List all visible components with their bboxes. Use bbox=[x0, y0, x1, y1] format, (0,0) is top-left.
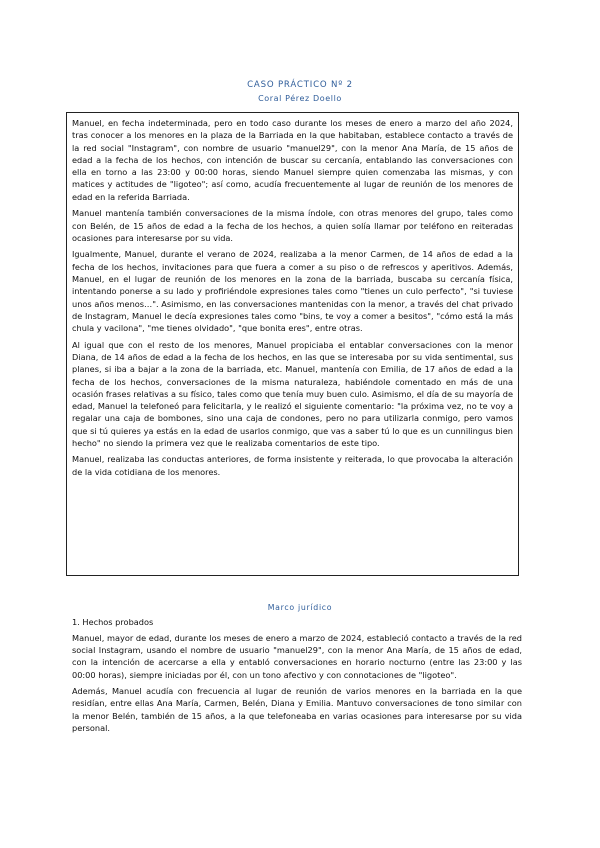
case-paragraph-3: Igualmente, Manuel, durante el verano de 2024, realizaba a la menor Carmen, de 14 años de edad a la fecha de los hechos, invitaciones para que fuera a comer a su piso o de refrescos y aperitivos. Además, Manuel, en el lugar de reunión de los menores en la zona de la barriada, buscaba su cercanía física, intentando ponerse a su lado y profiriéndole expresiones tales como "tienes un culo perfecto", "si tuviese unos años menos…". Asimismo, en las conversaciones mantenidas con la menor, a través del chat privado de Instagram, Manuel le decía expresiones tales como "bins, te voy a comer a besitos", "cómo está la más chula y vacilona", "me tienes olvidado", "que bonita eres", entre otras. bbox=[72, 249, 513, 334]
legal-body bbox=[72, 616, 522, 739]
document-title: CASO PRÁCTICO Nº 2 bbox=[247, 80, 353, 90]
section-heading-marco-juridico: Marco jurídico bbox=[267, 603, 333, 612]
legal-paragraph-1: Manuel, mayor de edad, durante los meses de enero a marzo de 2024, estableció contacto a través de la red social Instagram, usando el nombre de usuario "manuel29", con la menor Ana María, de 15 años de edad, con la intención de acercarse a ella y entabló conversaciones en horario nocturno (entre las 23:00 y las 00:00 horas), siempre iniciadas por él, con un tono afectivo y con connotaciones de "ligoteo". bbox=[72, 632, 522, 680]
document-author: Coral Pérez Doello bbox=[258, 94, 342, 103]
case-paragraph-5: Manuel, realizaba las conductas anteriores, de forma insistente y reiterada, lo que provocaba la alteración de la vida cotidiana de los menores. bbox=[72, 454, 513, 477]
subsection-heading-hechos-probados: 1. Hechos probados bbox=[72, 617, 154, 627]
case-paragraph-2: Manuel mantenía también conversaciones de la misma índole, con otras menores del grupo, tales como con Belén, de 15 años de edad a la fecha de los hechos, a quien solía llamar por teléfono en reiteradas ocasiones para interesarse por su vida. bbox=[72, 208, 513, 243]
case-paragraph-4: Al igual que con el resto de los menores, Manuel propiciaba el entablar conversaciones con la menor Diana, de 14 años de edad a la fecha de los hechos, en las que se interesaba por su vida sentimental, sus planes, si iba a bajar a la zona de la barriada, etc. Manuel, mantenía con Emilia, de 17 años de edad a la fecha de los hechos, conversaciones de la misma naturaleza, habiéndole comentado en más de una ocasión frases relativas a su físico, tales como que tenía muy buen culo. Asimismo, el día de su mayoría de edad, Manuel la telefoneó para felicitarla, y le realizó el siguiente comentario: "la próxima vez, no te voy a regalar una caja de bombones, sino una caja de condones, pero no para utilizarla conmigo, pero vamos que si tú quieres ya estás en la edad de usarlos conmigo, que vas a saber tú lo que es un cunnilingus bien hecho" no siendo la primera vez que le realizaba comentarios de este tipo. bbox=[72, 339, 513, 448]
case-paragraph-1: Manuel, en fecha indeterminada, pero en todo caso durante los meses de enero a marzo del año 2024, tras conocer a los menores en la plaza de la Barriada en la que habitaban, establece contacto a través de la red social "Instagram", con nombre de usuario "manuel29", con la menor Ana María, de 15 años de edad a la fecha de los hechos, con intención de buscar su cercanía, entablando las conversaciones con ella en torno a las 23:00 y 00:00 horas, siendo Manuel siempre quien comenzaba las mismas, y con matices y actitudes de "ligoteo"; así como, acudía frecuentemente al lugar de reunión de los menores de edad en la referida Barriada. bbox=[72, 118, 513, 202]
case-facts-box bbox=[66, 112, 519, 576]
legal-paragraph-2: Además, Manuel acudía con frecuencia al lugar de reunión de varios menores en la barriada en la que residían, entre ellas Ana María, Carmen, Belén, Diana y Emilia. Mantuvo conversaciones de tono similar con la menor Belén, también de 15 años, a la que telefoneaba en varias ocasiones para interesarse por su vida personal. bbox=[72, 686, 522, 734]
